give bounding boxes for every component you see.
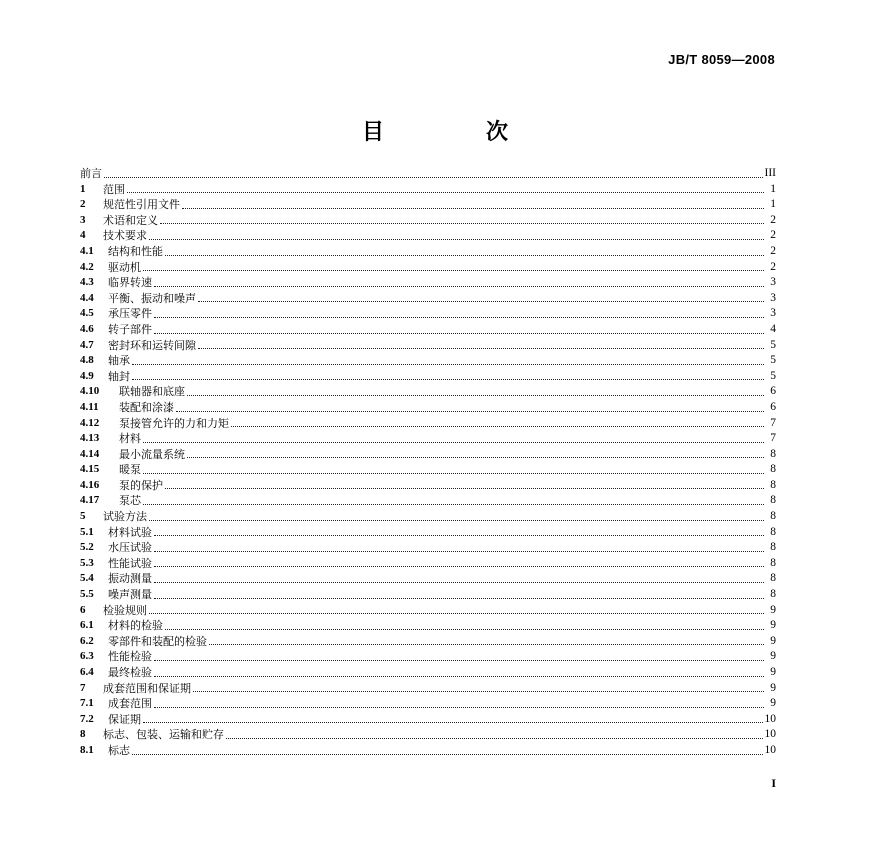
toc-leader-dots bbox=[209, 643, 764, 645]
toc-entry bbox=[80, 338, 776, 354]
toc-entry bbox=[80, 618, 776, 634]
toc-entry-page: 1 bbox=[770, 198, 776, 211]
toc-entry-page: 2 bbox=[770, 213, 776, 226]
toc-entry-page: 2 bbox=[770, 260, 776, 273]
toc-entry-page: 8 bbox=[770, 494, 776, 507]
toc-entry-title: 材料试验 bbox=[108, 525, 152, 539]
toc-entry bbox=[80, 213, 776, 229]
toc-entry-title: 泵接管允许的力和力矩 bbox=[119, 416, 229, 430]
toc-entry bbox=[80, 431, 776, 447]
toc-leader-dots bbox=[143, 269, 764, 271]
toc-entry-title: 振动测量 bbox=[108, 572, 152, 586]
toc-entry bbox=[80, 228, 776, 244]
toc-entry-page: 8 bbox=[770, 447, 776, 460]
toc-entry-title: 驱动机 bbox=[108, 260, 141, 274]
toc-entry-number: 4.13 bbox=[80, 432, 100, 445]
toc-leader-dots bbox=[193, 690, 764, 692]
toc-entry-number: 4.8 bbox=[80, 354, 94, 367]
toc-entry-title: 成套范围 bbox=[108, 697, 152, 711]
toc-entry bbox=[80, 587, 776, 603]
toc-leader-dots bbox=[132, 378, 764, 380]
toc-leader-dots bbox=[187, 394, 764, 396]
toc-entry-page: 1 bbox=[770, 182, 776, 195]
toc-entry-title: 轴承 bbox=[108, 354, 130, 368]
toc-entry bbox=[80, 322, 776, 338]
toc-leader-dots bbox=[149, 519, 764, 521]
toc-entry-title: 泵芯 bbox=[119, 494, 141, 508]
toc-entry-number: 5.5 bbox=[80, 588, 94, 601]
toc-entry-title: 噪声测量 bbox=[108, 588, 152, 602]
toc-entry bbox=[80, 743, 776, 759]
toc-entry-number: 4.10 bbox=[80, 385, 100, 398]
toc-entry-title: 最小流量系统 bbox=[119, 447, 185, 461]
toc-entry-page: 4 bbox=[770, 322, 776, 335]
toc-entry-page: 7 bbox=[770, 416, 776, 429]
toc-entry-number: 5.3 bbox=[80, 556, 94, 569]
toc-entry-title: 性能检验 bbox=[108, 650, 152, 664]
toc-entry-title: 前言 bbox=[80, 167, 102, 180]
toc-entry-title: 泵的保护 bbox=[119, 478, 163, 492]
toc-leader-dots bbox=[143, 472, 764, 474]
toc-entry-number: 6.2 bbox=[80, 634, 94, 647]
toc-entry-title: 技术要求 bbox=[103, 229, 147, 243]
toc-entry-page: 9 bbox=[770, 650, 776, 663]
toc-entry-page: 8 bbox=[770, 478, 776, 491]
toc-entry bbox=[80, 306, 776, 322]
toc-entry-title: 暖泵 bbox=[119, 463, 141, 477]
toc-leader-dots bbox=[154, 316, 764, 318]
toc-entry-number: 2 bbox=[80, 198, 86, 211]
toc-entry bbox=[80, 478, 776, 494]
toc-entry-number: 7 bbox=[80, 681, 86, 694]
toc-entry bbox=[80, 197, 776, 213]
toc-entry-title: 成套范围和保证期 bbox=[103, 681, 191, 695]
toc-entry-title: 零部件和装配的检验 bbox=[108, 634, 207, 648]
toc-entry-page: 9 bbox=[770, 681, 776, 694]
toc-entry-title: 水压试验 bbox=[108, 541, 152, 555]
toc-entry bbox=[80, 509, 776, 525]
toc-entry bbox=[80, 540, 776, 556]
toc-entry bbox=[80, 244, 776, 260]
page-title: 目 次 bbox=[361, 120, 548, 145]
toc-entry bbox=[80, 291, 776, 307]
toc-leader-dots bbox=[154, 332, 764, 334]
toc-entry-number: 4.16 bbox=[80, 478, 100, 491]
toc-entry-title: 结构和性能 bbox=[108, 244, 163, 258]
toc-entry bbox=[80, 260, 776, 276]
toc-entry-page: 8 bbox=[770, 556, 776, 569]
toc-leader-dots bbox=[149, 612, 764, 614]
toc-entry-title: 材料 bbox=[119, 432, 141, 446]
toc-entry-title: 平衡、振动和噪声 bbox=[108, 291, 196, 305]
toc-entry-number: 4.2 bbox=[80, 260, 94, 273]
toc-entry-number: 5.4 bbox=[80, 572, 94, 585]
toc-entry bbox=[80, 727, 776, 743]
toc-entry bbox=[80, 556, 776, 572]
toc-entry-number: 5.2 bbox=[80, 541, 94, 554]
toc-entry-number: 6.3 bbox=[80, 650, 94, 663]
toc-entry-page: 2 bbox=[770, 244, 776, 257]
toc-entry-title: 临界转速 bbox=[108, 276, 152, 290]
toc-entry-page: 9 bbox=[770, 666, 776, 678]
toc-entry bbox=[80, 681, 776, 697]
toc-entry-number: 3 bbox=[80, 213, 86, 226]
toc-leader-dots bbox=[154, 550, 764, 552]
toc-entry-number: 4.3 bbox=[80, 276, 94, 289]
toc-leader-dots bbox=[143, 503, 764, 505]
toc-entry-number: 4.4 bbox=[80, 291, 94, 304]
toc-entry bbox=[80, 571, 776, 587]
toc-entry-number: 5 bbox=[80, 510, 86, 523]
toc-leader-dots bbox=[187, 456, 764, 458]
toc-entry-page: III bbox=[764, 167, 776, 179]
toc-entry-title: 标志、包装、运输和贮存 bbox=[103, 728, 224, 742]
toc-entry-title: 联轴器和底座 bbox=[119, 385, 185, 399]
toc-leader-dots bbox=[143, 721, 763, 723]
toc-entry-number: 6.4 bbox=[80, 666, 94, 678]
toc-entry-number: 8 bbox=[80, 728, 86, 741]
toc-entry-title: 范围 bbox=[103, 182, 125, 196]
toc-entry-number: 4.12 bbox=[80, 416, 100, 429]
toc-entry-title: 规范性引用文件 bbox=[103, 198, 180, 212]
toc-entry-number: 7.2 bbox=[80, 712, 94, 725]
toc-entry-number: 4 bbox=[80, 229, 86, 242]
toc-entry-title: 转子部件 bbox=[108, 322, 152, 336]
toc-entry-page: 6 bbox=[770, 385, 776, 398]
toc-entry bbox=[80, 416, 776, 432]
toc-entry-number: 4.7 bbox=[80, 338, 94, 351]
toc-entry-title: 检验规则 bbox=[103, 603, 147, 617]
toc-entry-title: 试验方法 bbox=[103, 510, 147, 524]
toc-leader-dots bbox=[165, 254, 764, 256]
toc-leader-dots bbox=[143, 441, 764, 443]
toc-entry-number: 1 bbox=[80, 182, 86, 195]
toc-entry-page: 10 bbox=[764, 712, 776, 725]
toc-entry bbox=[80, 603, 776, 619]
toc-leader-dots bbox=[132, 753, 763, 755]
toc-entry bbox=[80, 525, 776, 541]
toc-leader-dots bbox=[182, 207, 764, 209]
toc-entry bbox=[80, 166, 776, 182]
toc-leader-dots bbox=[226, 737, 763, 739]
toc-entry bbox=[80, 493, 776, 509]
toc-entry-number: 4.5 bbox=[80, 307, 94, 320]
toc-entry-number: 4.9 bbox=[80, 369, 94, 382]
toc-entry bbox=[80, 712, 776, 728]
toc-entry-number: 5.1 bbox=[80, 525, 94, 538]
page-number: I bbox=[771, 776, 776, 790]
toc-entry-title: 装配和涂漆 bbox=[119, 400, 174, 414]
toc-entry bbox=[80, 696, 776, 712]
toc-entry-page: 3 bbox=[770, 276, 776, 289]
toc-entry-title: 材料的检验 bbox=[108, 619, 163, 633]
toc-entry-number: 4.15 bbox=[80, 463, 100, 476]
toc-leader-dots bbox=[154, 581, 764, 583]
toc-entry bbox=[80, 447, 776, 463]
toc-entry-title: 标志 bbox=[108, 743, 130, 757]
table-of-contents bbox=[80, 166, 776, 759]
standard-code: JB/T 8059—2008 bbox=[668, 52, 775, 67]
toc-entry-page: 9 bbox=[770, 603, 776, 616]
toc-entry-page: 6 bbox=[770, 400, 776, 413]
toc-leader-dots bbox=[176, 410, 764, 412]
toc-leader-dots bbox=[154, 675, 764, 677]
toc-entry-number: 4.6 bbox=[80, 322, 94, 335]
toc-entry-title: 保证期 bbox=[108, 712, 141, 726]
toc-entry-page: 8 bbox=[770, 541, 776, 554]
toc-leader-dots bbox=[154, 534, 764, 536]
toc-entry-title: 密封环和运转间隙 bbox=[108, 338, 196, 352]
toc-entry-page: 3 bbox=[770, 307, 776, 320]
toc-entry bbox=[80, 369, 776, 385]
toc-entry bbox=[80, 400, 776, 416]
toc-entry-title: 最终检验 bbox=[108, 666, 152, 679]
toc-entry bbox=[80, 634, 776, 650]
toc-entry-page: 5 bbox=[770, 354, 776, 367]
toc-entry bbox=[80, 665, 776, 681]
toc-entry-number: 4.1 bbox=[80, 244, 94, 257]
toc-entry bbox=[80, 182, 776, 198]
toc-entry bbox=[80, 649, 776, 665]
toc-entry-number: 4.11 bbox=[80, 400, 99, 413]
toc-leader-dots bbox=[104, 176, 763, 178]
toc-entry-page: 7 bbox=[770, 432, 776, 445]
toc-entry-page: 8 bbox=[770, 510, 776, 523]
toc-leader-dots bbox=[154, 597, 764, 599]
toc-leader-dots bbox=[127, 191, 764, 193]
toc-entry-page: 3 bbox=[770, 291, 776, 304]
toc-leader-dots bbox=[154, 706, 764, 708]
toc-entry-title: 术语和定义 bbox=[103, 213, 158, 227]
toc-leader-dots bbox=[198, 300, 764, 302]
toc-entry-number: 6 bbox=[80, 603, 86, 616]
toc-leader-dots bbox=[198, 347, 764, 349]
toc-entry-page: 9 bbox=[770, 697, 776, 710]
toc-entry-number: 6.1 bbox=[80, 619, 94, 632]
toc-leader-dots bbox=[154, 659, 764, 661]
toc-entry-page: 10 bbox=[764, 728, 776, 741]
toc-entry-page: 8 bbox=[770, 588, 776, 601]
toc-leader-dots bbox=[149, 238, 764, 240]
toc-leader-dots bbox=[154, 285, 764, 287]
toc-entry-page: 8 bbox=[770, 463, 776, 476]
toc-entry-page: 9 bbox=[770, 634, 776, 647]
toc-entry bbox=[80, 384, 776, 400]
toc-entry-page: 8 bbox=[770, 572, 776, 585]
toc-entry-number: 7.1 bbox=[80, 697, 94, 710]
toc-entry-page: 5 bbox=[770, 338, 776, 351]
toc-entry bbox=[80, 462, 776, 478]
toc-entry-title: 性能试验 bbox=[108, 556, 152, 570]
toc-entry-page: 5 bbox=[770, 369, 776, 382]
toc-leader-dots bbox=[154, 565, 764, 567]
toc-leader-dots bbox=[231, 425, 764, 427]
toc-entry-number: 8.1 bbox=[80, 743, 94, 756]
toc-leader-dots bbox=[160, 222, 764, 224]
toc-entry bbox=[80, 353, 776, 369]
toc-entry-number: 4.14 bbox=[80, 447, 100, 460]
toc-entry-title: 承压零件 bbox=[108, 307, 152, 321]
toc-entry-page: 9 bbox=[770, 619, 776, 632]
toc-entry-title: 轴封 bbox=[108, 369, 130, 383]
toc-entry bbox=[80, 275, 776, 291]
toc-leader-dots bbox=[165, 487, 764, 489]
toc-entry-page: 2 bbox=[770, 229, 776, 242]
toc-leader-dots bbox=[165, 628, 764, 630]
toc-entry-number: 4.17 bbox=[80, 494, 100, 507]
toc-leader-dots bbox=[132, 363, 764, 365]
toc-entry-page: 10 bbox=[764, 743, 776, 756]
toc-entry-page: 8 bbox=[770, 525, 776, 538]
